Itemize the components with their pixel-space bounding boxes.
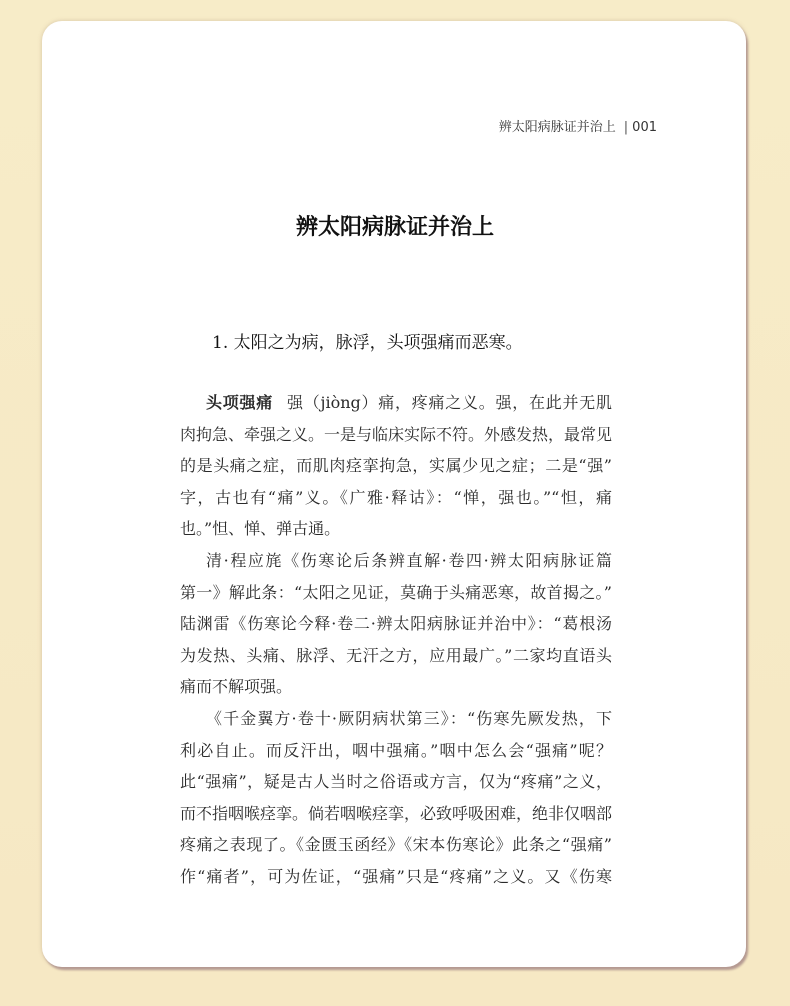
text-line: 陆渊雷《伤寒论今释·卷二·辨太阳病脉证并治中》：“葛根汤 <box>180 614 612 634</box>
text-line: 疼痛之表现了。《金匮玉函经》《宋本伤寒论》此条之“强痛” <box>180 835 612 855</box>
page-number: 001 <box>632 120 657 135</box>
term-heading: 头项强痛 <box>206 393 273 412</box>
text-line: 也。”怛、惮、弹古通。 <box>180 519 341 539</box>
text-line: 的是头痛之症，而肌肉痉挛拘急，实属少见之症；二是“强” <box>180 456 612 476</box>
clause-heading: 1. 太阳之为病，脉浮，头项强痛而恶寒。 <box>212 333 523 353</box>
text-line: 肉拘急、牵强之义。一是与临床实际不符。外感发热，最常见 <box>180 424 613 444</box>
text-line: 而不指咽喉痉挛。倘若咽喉痉挛，必致呼吸困难，绝非仅咽部 <box>180 803 613 823</box>
text-line: 利必自止。而反汗出，咽中强痛。”咽中怎么会“强痛”呢？ <box>180 740 612 760</box>
running-head-separator: | <box>623 120 629 135</box>
text-line: 第一》解此条：“太阳之见证，莫确于头痛恶寒，故首揭之。” <box>180 582 612 602</box>
text-line: 痛而不解项强。 <box>180 677 293 697</box>
chapter-title: 辨太阳病脉证并治上 <box>295 215 494 240</box>
text-line: 为发热、头痛、脉浮、无汗之方，应用最广。”二家均直语头 <box>180 645 612 665</box>
text-line: 作“痛者”，可为佐证，“强痛”只是“疼痛”之义。又《伤寒 <box>180 866 612 886</box>
text-line: 清·程应旄《伤寒论后条辨直解·卷四·辨太阳病脉证篇 <box>206 550 612 570</box>
text-line: 《千金翼方·卷十·厥阴病状第三》：“伤寒先厥发热，下 <box>206 708 612 728</box>
text-line: 头项强痛 强（jiòng）痛，疼痛之义。强，在此并无肌 <box>206 393 612 412</box>
text-line: 此“强痛”，疑是古人当时之俗语或方言，仅为“疼痛”之义， <box>180 772 612 792</box>
text-line: 字，古也有“痛”义。《广雅·释诂》：“惮，强也。”“怛，痛 <box>180 487 612 507</box>
running-head-title: 辨太阳病脉证并治上 <box>498 120 616 135</box>
body-text <box>180 387 612 893</box>
running-head <box>499 116 657 135</box>
